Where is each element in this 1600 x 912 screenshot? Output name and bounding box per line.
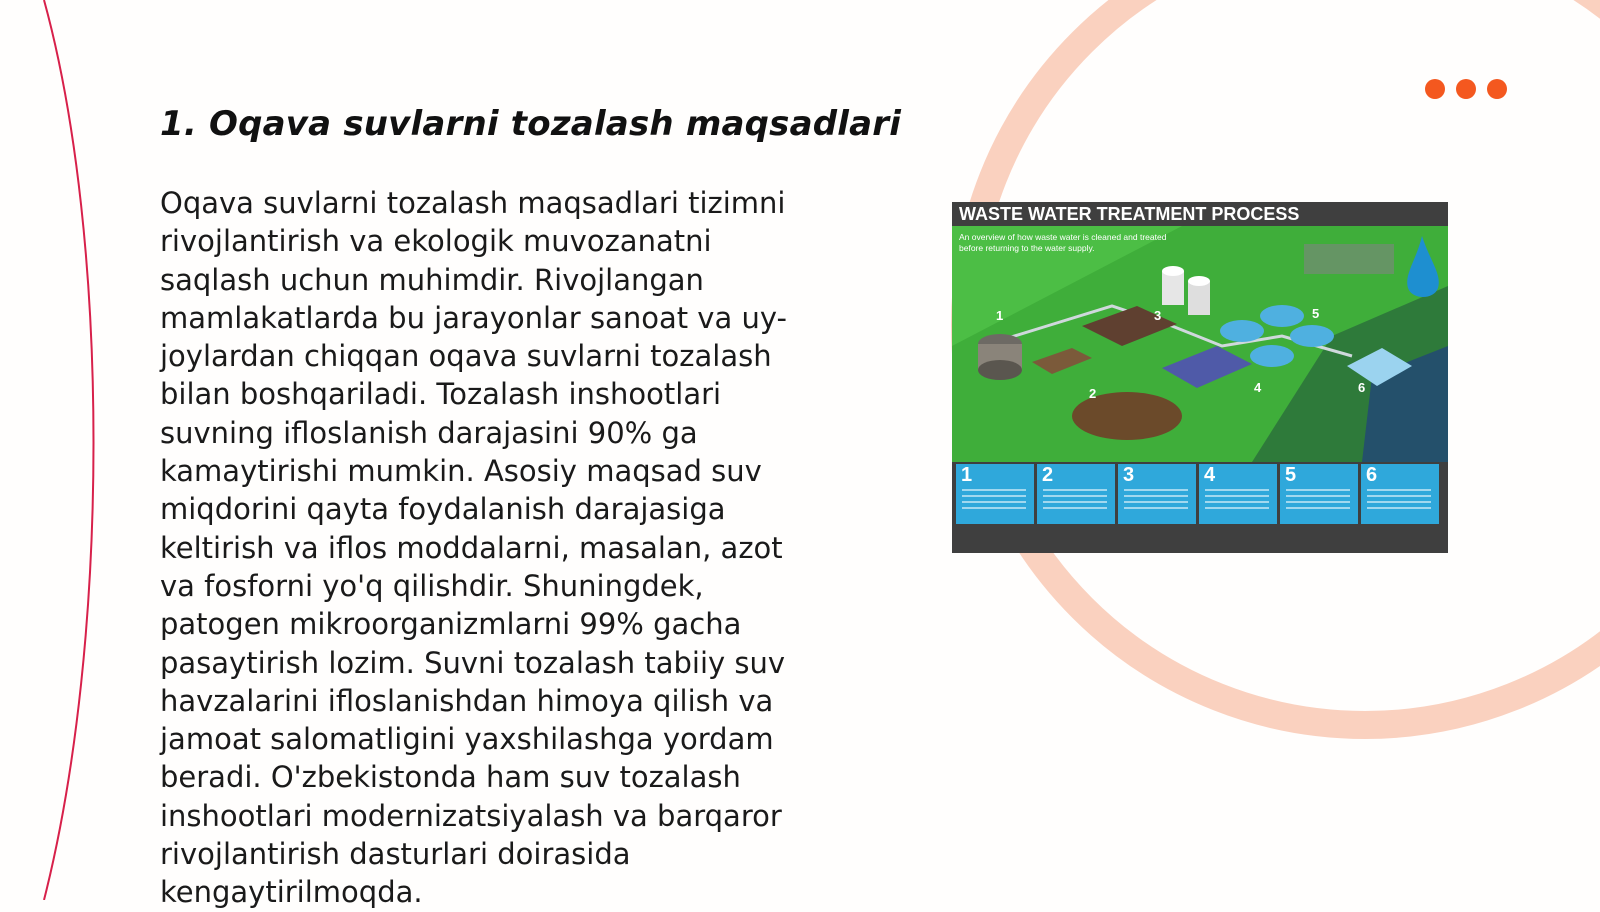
wastewater-infographic [952, 202, 1448, 553]
scene-number: 4 [1254, 380, 1262, 395]
step-text-lines [1043, 489, 1107, 513]
left-accent-line [44, 0, 94, 900]
process-step [1199, 464, 1277, 524]
process-step [1037, 464, 1115, 524]
step-text-lines [1367, 489, 1431, 513]
process-steps [956, 464, 1439, 524]
three-dots-icon [1425, 79, 1507, 99]
scene-number: 5 [1312, 306, 1320, 321]
dot [1425, 79, 1445, 99]
treatment-plant-illustration [952, 226, 1448, 462]
dot [1456, 79, 1476, 99]
step-text-lines [1124, 489, 1188, 513]
step-number: 1 [961, 464, 973, 486]
process-step [1280, 464, 1358, 524]
infographic-title: WASTE WATER TREATMENT PROCESS [959, 204, 1300, 224]
step-text-lines [962, 489, 1026, 513]
scene-number: 2 [1089, 386, 1097, 401]
process-step [1361, 464, 1439, 524]
infographic-subtitle: An overview of how waste water is cleaned and treated before returning to the water supply. [959, 232, 1167, 253]
step-number: 6 [1366, 464, 1378, 486]
scene-number: 1 [996, 308, 1004, 323]
step-text-lines [1205, 489, 1269, 513]
step-number: 5 [1285, 464, 1297, 486]
step-number: 3 [1123, 464, 1135, 486]
step-number: 4 [1204, 464, 1216, 486]
slide-body-text: Oqava suvlarni tozalash maqsadlari tizimni rivojlantirish va ekologik muvozanatni saqlash uchun muhimdir. Rivojlangan mamlakatlarda bu jarayonlar sanoat va uy-joylardan chiqqan oqava suvlarni tozalash bilan boshqariladi. Tozalash inshootlari suvning ifloslanish darajasini 90% ga kamaytirishi mumkin. Asosiy maqsad suv miqdorini qayta foydalanish darajasiga keltirish va iflos moddalarni, masalan, azot va fosforni yo'q qilishdir. Shuningdek, patogen mikroorganizmlarni 99% gacha pasaytirish lozim. Suvni tozalash tabiiy suv havzalarini ifloslanishdan himoya qilish va jamoat salomatligini yaxshilashga yordam beradi. O'zbekistonda ham suv tozalash inshootlari modernizatsiyalash va barqaror rivojlantirish dasturlari doirasida kengaytirilmoqda. [160, 186, 787, 910]
step-text-lines [1286, 489, 1350, 513]
dot [1487, 79, 1507, 99]
process-step [1118, 464, 1196, 524]
process-step [956, 464, 1034, 524]
scene-number: 6 [1358, 380, 1366, 395]
scene-number: 3 [1154, 308, 1162, 323]
slide-title: 1. Oqava suvlarni tozalash maqsadlari [160, 104, 902, 144]
step-number: 2 [1042, 464, 1054, 486]
